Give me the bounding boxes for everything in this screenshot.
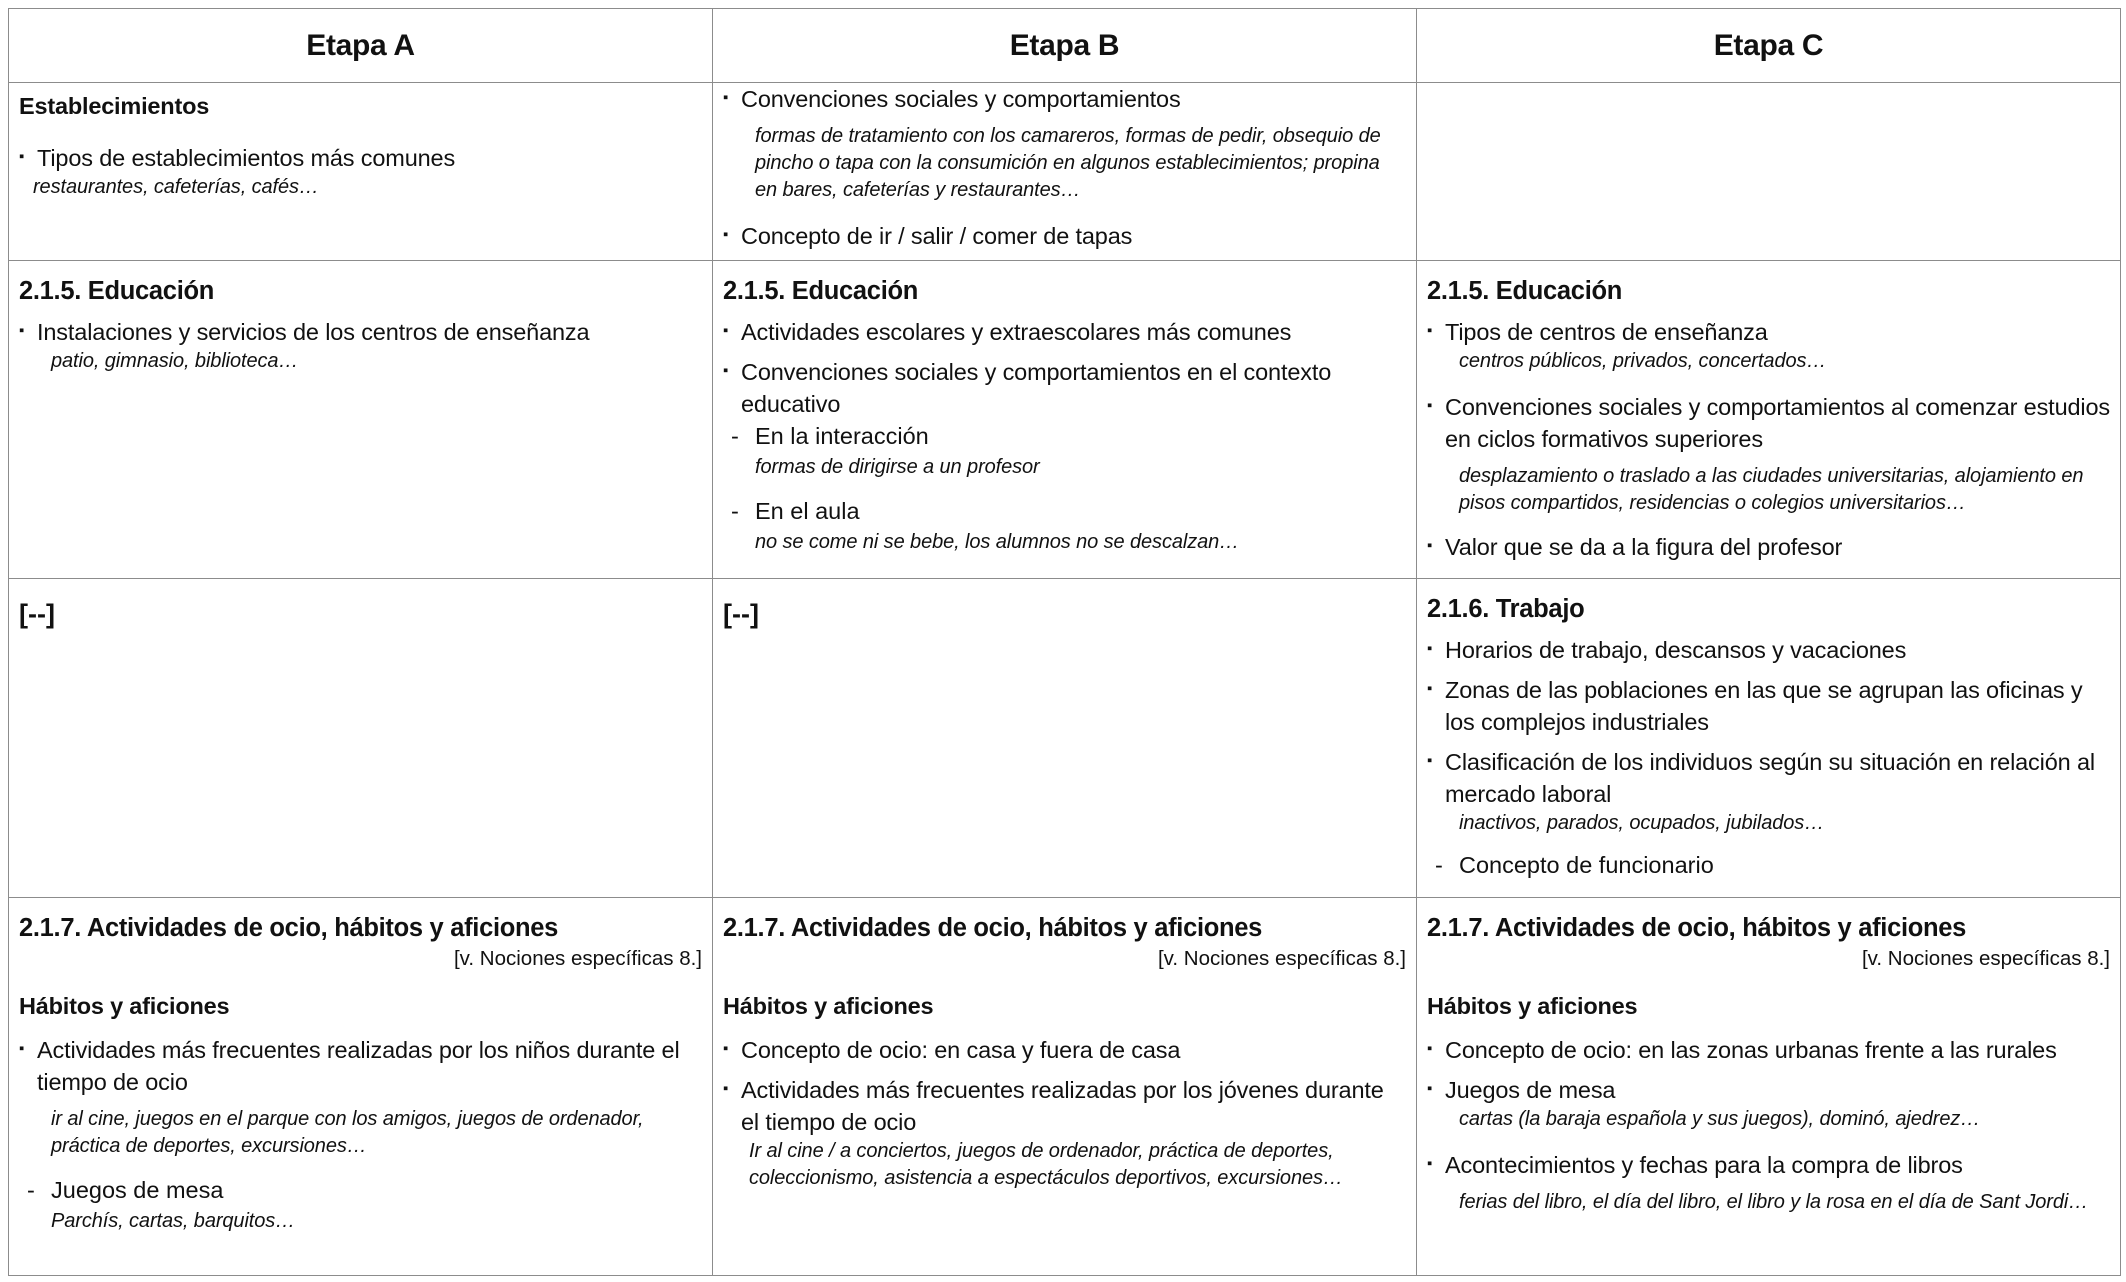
cell-c-trabajo	[1417, 579, 2121, 898]
sub-item	[723, 420, 1406, 452]
example-text: restaurantes, cafeterías, cafés…	[33, 176, 319, 198]
item-text: Convenciones sociales y comportamientos	[741, 86, 1181, 112]
cell-c-establecimientos-empty	[1417, 83, 2121, 261]
example-text: desplazamiento o traslado a las ciudades universitarias, alojamiento en pisos compartidos, residencias o colegios universitarios…	[1459, 465, 2084, 514]
bullet-icon: ▪	[723, 322, 729, 339]
item-text: Concepto de ocio: en casa y fuera de casa	[741, 1037, 1181, 1063]
sub-item	[723, 495, 1406, 527]
placeholder-text: [--]	[723, 599, 759, 629]
list-item	[1427, 674, 2110, 738]
dash-icon: -	[1435, 852, 1443, 878]
example-text: centros públicos, privados, concertados…	[1459, 350, 1827, 372]
subheading: Hábitos y aficiones	[1427, 993, 1638, 1019]
bullet-icon: ▪	[723, 1080, 729, 1097]
item-text: Actividades escolares y extraescolares más comunes	[741, 319, 1292, 345]
bullet-icon: ▪	[1427, 752, 1433, 769]
section-heading: 2.1.6. Trabajo	[1427, 595, 1585, 623]
bullet-icon: ▪	[1427, 397, 1433, 414]
item-text: Concepto de ir / salir / comer de tapas	[741, 223, 1133, 249]
item-text: Zonas de las poblaciones en las que se agrupan las oficinas y los complejos industriales	[1445, 677, 2083, 735]
bullet-icon: ▪	[1427, 680, 1433, 697]
header-row	[9, 9, 2121, 83]
dash-icon: -	[731, 423, 739, 449]
row-establecimientos	[9, 83, 2121, 261]
example-text: Parchís, cartas, barquitos…	[51, 1210, 296, 1232]
list-item	[1427, 316, 2110, 348]
section-heading: 2.1.7. Actividades de ocio, hábitos y aficiones	[19, 914, 559, 942]
item-text: Juegos de mesa	[1445, 1077, 1616, 1103]
bullet-icon: ▪	[1427, 322, 1433, 339]
list-item	[1427, 634, 2110, 666]
bullet-icon: ▪	[723, 362, 729, 379]
sub-item-text: En la interacción	[755, 423, 929, 449]
bullet-icon: ▪	[1427, 1080, 1433, 1097]
example-text: cartas (la baraja española y sus juegos), dominó, ajedrez…	[1459, 1108, 1981, 1130]
item-text: Actividades más frecuentes realizadas por los niños durante el tiempo de ocio	[37, 1037, 680, 1095]
list-item	[723, 220, 1406, 252]
item-text: Tipos de centros de enseñanza	[1445, 319, 1768, 345]
section-heading: 2.1.7. Actividades de ocio, hábitos y aficiones	[723, 914, 1263, 942]
item-text: Valor que se da a la figura del profesor	[1445, 534, 1843, 560]
example-text: ferias del libro, el día del libro, el libro y la rosa en el día de Sant Jordi…	[1459, 1191, 2089, 1213]
sub-item-text: Juegos de mesa	[51, 1177, 224, 1203]
list-item	[723, 356, 1406, 420]
header-etapa-a: Etapa A	[9, 9, 713, 83]
dash-icon: -	[27, 1177, 35, 1203]
reference-note: [v. Nociones específicas 8.]	[1861, 947, 2110, 970]
example-text: no se come ni se bebe, los alumnos no se descalzan…	[755, 531, 1240, 553]
list-item	[19, 142, 702, 174]
section-heading: 2.1.5. Educación	[1427, 277, 1623, 305]
bullet-icon: ▪	[1427, 1155, 1433, 1172]
item-text: Instalaciones y servicios de los centros de enseñanza	[37, 319, 590, 345]
list-item	[723, 83, 1406, 115]
subheading: Establecimientos	[19, 93, 210, 119]
example-text: inactivos, parados, ocupados, jubilados…	[1459, 812, 1825, 834]
row-educacion	[9, 261, 2121, 579]
placeholder-text: [--]	[19, 599, 55, 629]
bullet-icon: ▪	[723, 1040, 729, 1057]
item-text: Clasificación de los individuos según su situación en relación al mercado laboral	[1445, 749, 2095, 807]
cell-a-ocio	[9, 898, 713, 1276]
bullet-icon: ▪	[723, 89, 729, 106]
item-text: Horarios de trabajo, descansos y vacaciones	[1445, 637, 1907, 663]
example-text: ir al cine, juegos en el parque con los amigos, juegos de ordenador, práctica de deportes, excursiones…	[51, 1108, 644, 1157]
sub-item-text: En el aula	[755, 498, 860, 524]
cell-b-ocio	[713, 898, 1417, 1276]
sub-item-text: Concepto de funcionario	[1459, 852, 1714, 878]
list-item	[1427, 1149, 2110, 1181]
row-trabajo	[9, 579, 2121, 898]
list-item	[1427, 1074, 2110, 1106]
reference-note: [v. Nociones específicas 8.]	[453, 947, 702, 970]
bullet-icon: ▪	[1427, 537, 1433, 554]
cell-a-establecimientos	[9, 83, 713, 261]
item-text: Tipos de establecimientos más comunes	[37, 145, 456, 171]
item-text: Convenciones sociales y comportamientos al comenzar estudios en ciclos formativos superiores	[1445, 394, 2110, 452]
example-text: Ir al cine / a conciertos, juegos de ordenador, práctica de deportes, coleccionismo, asistencia a espectáculos deportivos, excursiones…	[749, 1140, 1343, 1189]
header-etapa-c: Etapa C	[1417, 9, 2121, 83]
cell-b-trabajo	[713, 579, 1417, 898]
sub-item	[19, 1174, 702, 1206]
cell-a-trabajo	[9, 579, 713, 898]
cell-c-ocio	[1417, 898, 2121, 1276]
section-heading: 2.1.5. Educación	[19, 277, 215, 305]
item-text: Acontecimientos y fechas para la compra de libros	[1445, 1152, 1963, 1178]
bullet-icon: ▪	[19, 1040, 25, 1057]
cell-b-establecimientos	[713, 83, 1417, 261]
section-heading: 2.1.5. Educación	[723, 277, 919, 305]
example-text: formas de dirigirse a un profesor	[755, 456, 1040, 478]
cell-a-educacion	[9, 261, 713, 579]
sub-item	[1427, 849, 2110, 881]
bullet-icon: ▪	[19, 148, 25, 165]
bullet-icon: ▪	[1427, 640, 1433, 657]
item-text: Actividades más frecuentes realizadas por los jóvenes durante el tiempo de ocio	[741, 1077, 1384, 1135]
bullet-icon: ▪	[723, 226, 729, 243]
item-text: Concepto de ocio: en las zonas urbanas frente a las rurales	[1445, 1037, 2057, 1063]
list-item	[723, 1074, 1406, 1138]
example-text: patio, gimnasio, biblioteca…	[51, 350, 299, 372]
cell-b-educacion	[713, 261, 1417, 579]
list-item	[19, 1034, 702, 1098]
list-item	[1427, 1034, 2110, 1066]
list-item	[1427, 531, 2110, 563]
bullet-icon: ▪	[19, 322, 25, 339]
list-item	[1427, 746, 2110, 810]
cell-c-educacion	[1417, 261, 2121, 579]
header-etapa-b: Etapa B	[713, 9, 1417, 83]
subheading: Hábitos y aficiones	[19, 993, 230, 1019]
row-ocio	[9, 898, 2121, 1276]
list-item	[723, 1034, 1406, 1066]
example-text: formas de tratamiento con los camareros, formas de pedir, obsequio de pincho o tapa con la consumición en algunos establecimientos; propina en bares, cafeterías y restaurantes…	[755, 125, 1381, 201]
reference-note: [v. Nociones específicas 8.]	[1157, 947, 1406, 970]
subheading: Hábitos y aficiones	[723, 993, 934, 1019]
dash-icon: -	[731, 498, 739, 524]
bullet-icon: ▪	[1427, 1040, 1433, 1057]
curriculum-table	[8, 8, 2121, 1276]
section-heading: 2.1.7. Actividades de ocio, hábitos y aficiones	[1427, 914, 1967, 942]
list-item	[723, 316, 1406, 348]
list-item	[19, 316, 702, 348]
list-item	[1427, 391, 2110, 455]
item-text: Convenciones sociales y comportamientos en el contexto educativo	[741, 359, 1332, 417]
